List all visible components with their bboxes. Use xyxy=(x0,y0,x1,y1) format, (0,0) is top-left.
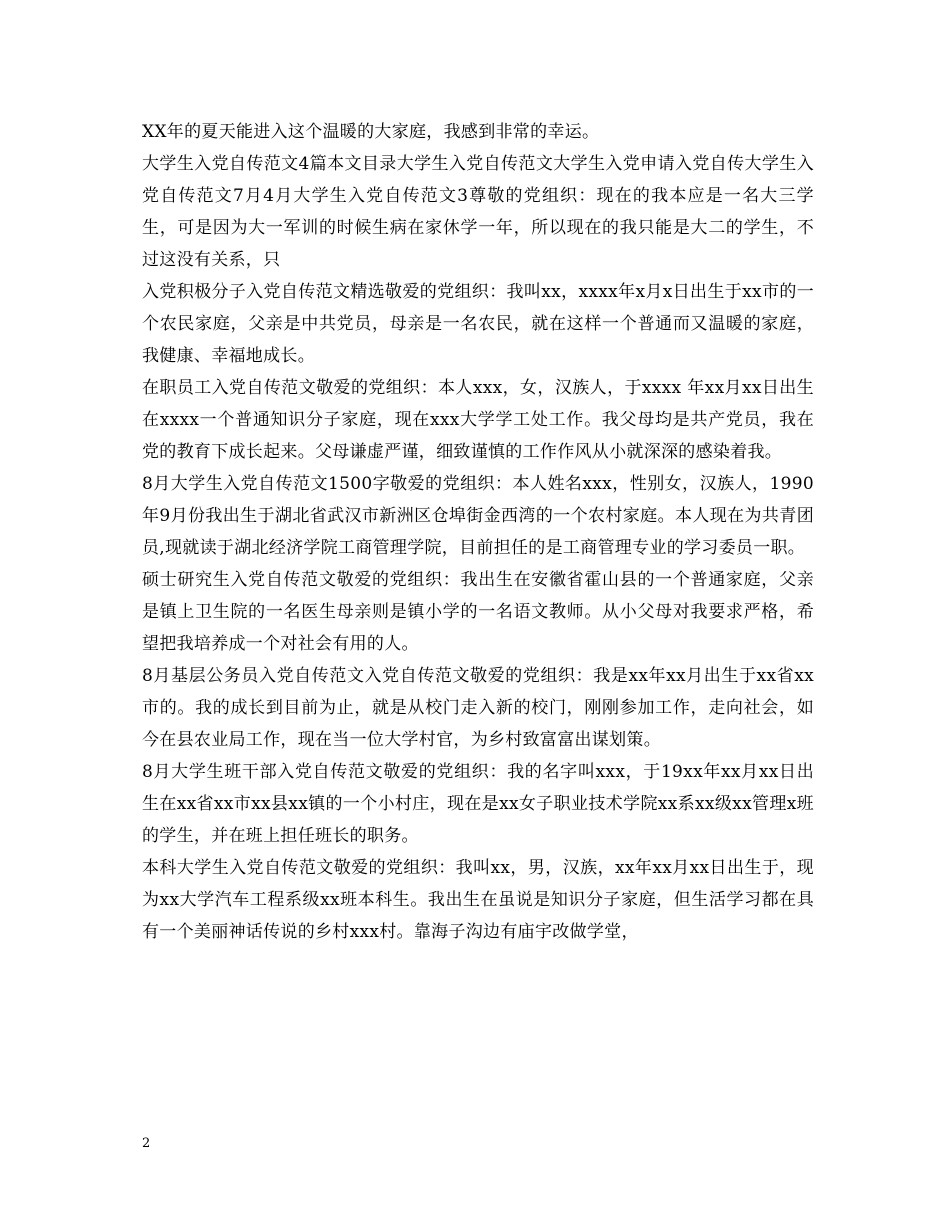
paragraph-7: 8月基层公务员入党自传范文入党自传范文敬爱的党组织：我是xx年xx月出生于xx省xx市的。我的成长到目前为止，就是从校门走入新的校门，刚刚参加工作，走向社会，如今在县农业局工作，现在当一位大学村官，为乡村致富富出谋划策。 xyxy=(142,666,814,750)
paragraph-5: 8月大学生入党自传范文1500字敬爱的党组织：本人姓名xxx，性别女，汉族人，1990年9月份我出生于湖北省武汉市新洲区仓埠街金西湾的一个农村家庭。本人现在为共青团员,现就读于湖北经济学院工商管理学院，目前担任的是工商管理专业的学习委员一职。 xyxy=(142,474,814,558)
paragraph-1: XX年的夏天能进入这个温暖的大家庭，我感到非常的幸运。 xyxy=(142,122,600,142)
paragraph-9: 本科大学生入党自传范文敬爱的党组织：我叫xx，男，汉族，xx年xx月xx日出生于，现为xx大学汽车工程系级xx班本科生。我出生在虽说是知识分子家庭，但生活学习都在具有一个美丽神话传说的乡村xxx村。靠海子沟边有庙宇改做学堂， xyxy=(142,858,814,942)
page-number: 2 xyxy=(142,1136,151,1151)
document-body xyxy=(142,116,814,948)
paragraph-4: 在职员工入党自传范文敬爱的党组织：本人xxx，女，汉族人，于xxxx 年xx月xx日出生在xxxx一个普通知识分子家庭，现在xxx大学学工处工作。我父母均是共产党员，我在党的教育下成长起来。父母谦虚严谨，细致谨慎的工作作风从小就深深的感染着我。 xyxy=(142,378,814,462)
paragraph-8: 8月大学生班干部入党自传范文敬爱的党组织：我的名字叫xxx，于19xx年xx月xx日出生在xx省xx市xx县xx镇的一个小村庄，现在是xx女子职业技术学院xx系xx级xx管理x班的学生，并在班上担任班长的职务。 xyxy=(142,762,814,846)
paragraph-6: 硕士研究生入党自传范文敬爱的党组织：我出生在安徽省霍山县的一个普通家庭，父亲是镇上卫生院的一名医生母亲则是镇小学的一名语文教师。从小父母对我要求严格，希望把我培养成一个对社会有用的人。 xyxy=(142,570,814,654)
paragraph-2: 大学生入党自传范文4篇本文目录大学生入党自传范文大学生入党申请入党自传大学生入党自传范文7月4月大学生入党自传范文3尊敬的党组织：现在的我本应是一名大三学生，可是因为大一军训的时候生病在家休学一年，所以现在的我只能是大二的学生，不过这没有关系，只 xyxy=(142,154,814,270)
paragraph-3: 入党积极分子入党自传范文精选敬爱的党组织：我叫xx，xxxx年x月x日出生于xx市的一个农民家庭，父亲是中共党员，母亲是一名农民，就在这样一个普通而又温暖的家庭，我健康、幸福地成长。 xyxy=(142,282,814,366)
